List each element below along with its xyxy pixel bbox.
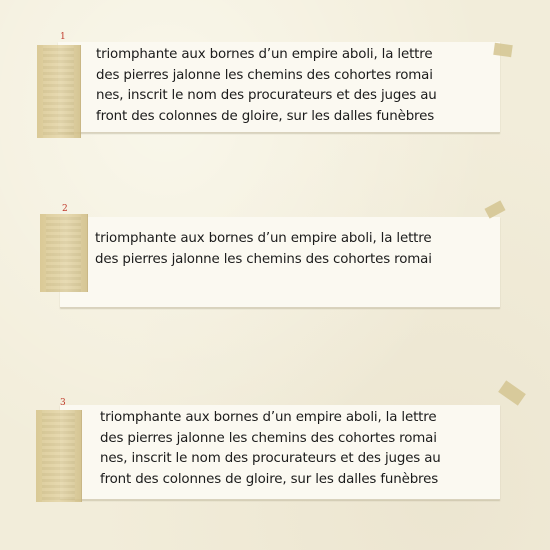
strip-text-3 xyxy=(100,408,441,490)
strip-text-2 xyxy=(95,229,432,270)
text-line: triomphante aux bornes d’un empire aboli, la lettre xyxy=(100,410,437,425)
text-line: des pierres jalonne les chemins des cohortes romai xyxy=(100,430,437,446)
text-line: des pierres jalonne les chemins des cohortes romai xyxy=(96,67,433,83)
strip-number-1: 1 xyxy=(60,32,66,42)
tape-scrap-2 xyxy=(484,200,505,218)
strip-number-2: 2 xyxy=(62,204,68,214)
text-line: front des colonnes de gloire, sur les dalles funèbres xyxy=(96,108,435,124)
text-line: des pierres jalonne les chemins des cohortes romai xyxy=(95,251,432,267)
strip-number-3: 3 xyxy=(60,398,66,408)
tape-strip-2 xyxy=(40,214,88,292)
text-line: triomphante aux bornes d’un empire aboli, la lettre xyxy=(96,47,433,62)
strip-text-1 xyxy=(96,45,437,127)
tape-scrap-1 xyxy=(493,43,512,57)
text-line: nes, inscrit le nom des procurateurs et des juges au xyxy=(96,88,437,103)
text-line: front des colonnes de gloire, sur les dalles funèbres xyxy=(100,471,439,487)
tape-strip-3 xyxy=(36,410,82,502)
text-line: triomphante aux bornes d’un empire aboli, la lettre xyxy=(95,231,432,246)
text-line: nes, inscrit le nom des procurateurs et des juges au xyxy=(100,451,441,466)
tape-strip-1 xyxy=(37,45,81,138)
tape-scrap-3 xyxy=(498,380,526,405)
